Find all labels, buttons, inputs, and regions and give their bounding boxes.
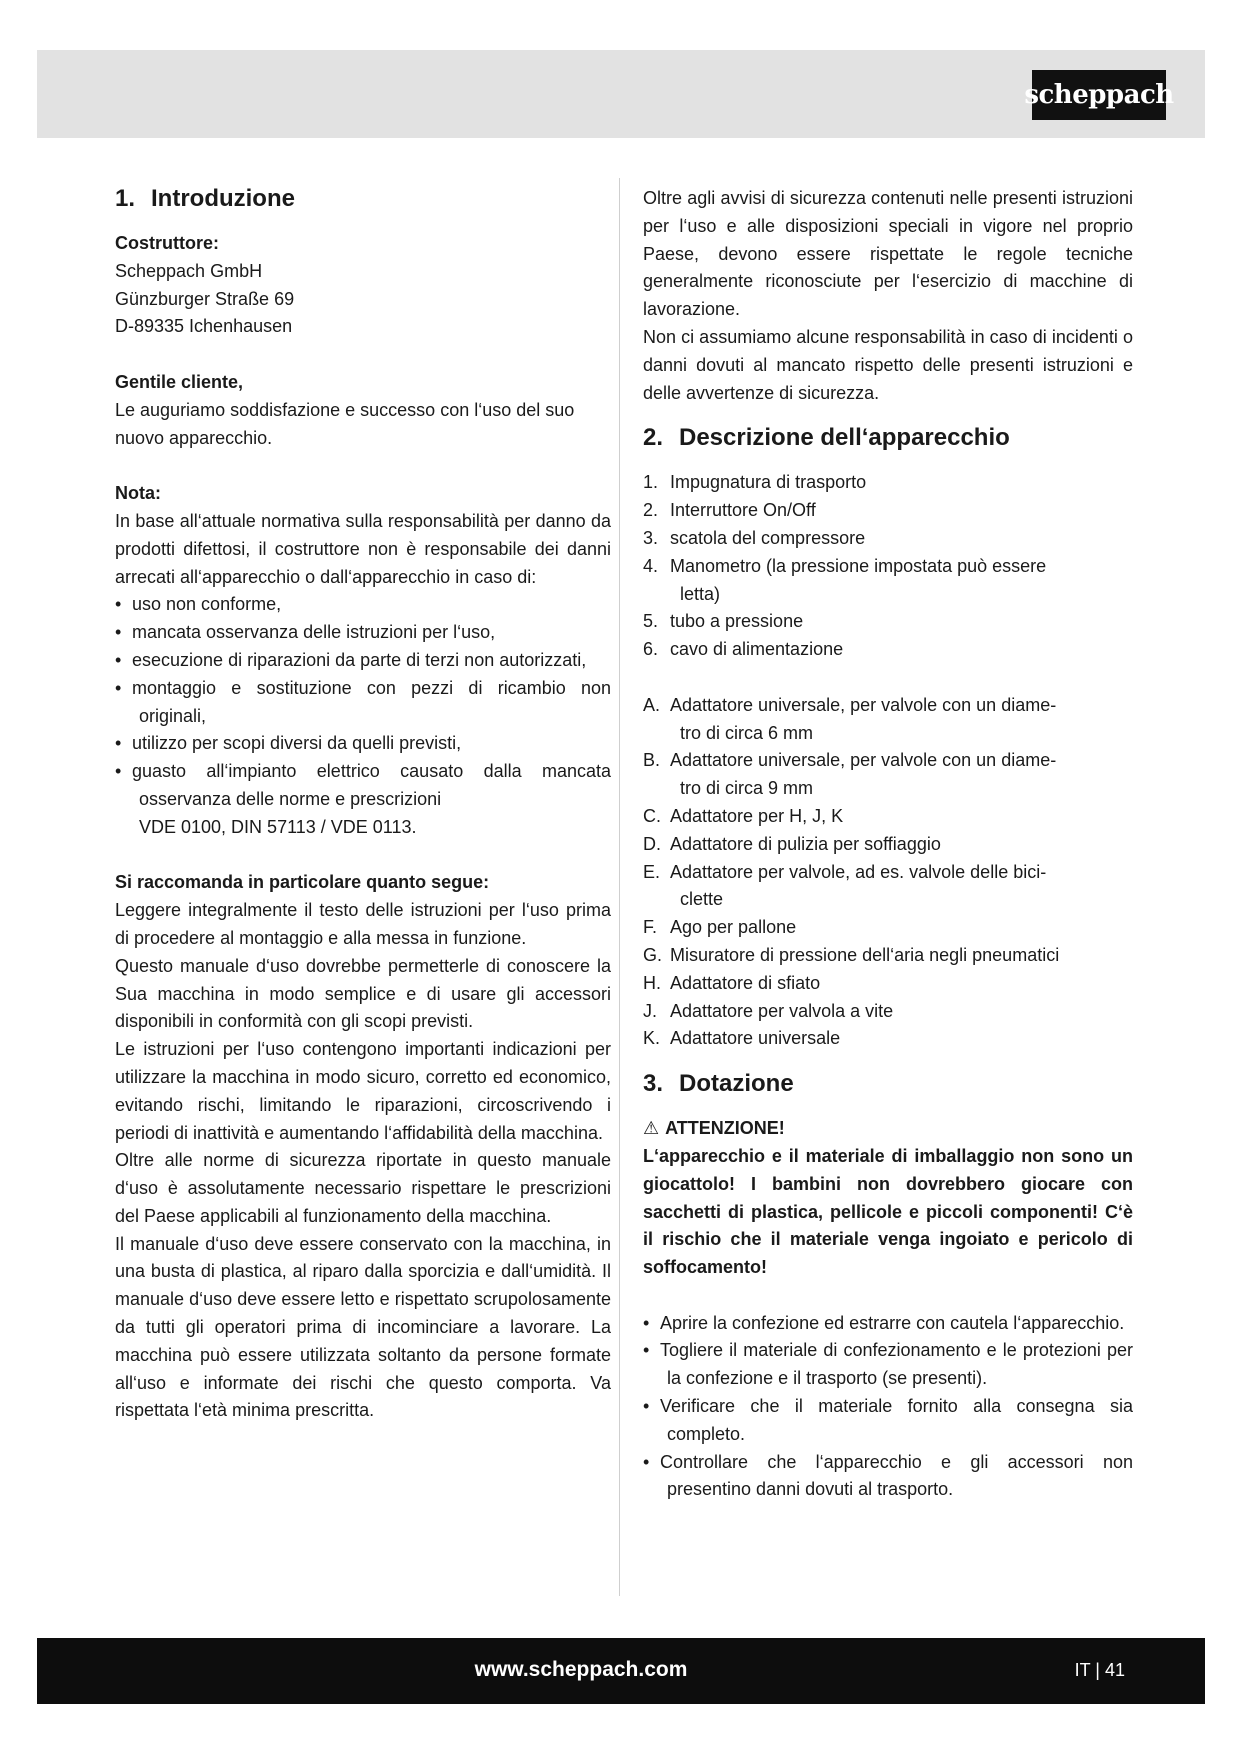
warning-heading (643, 1115, 1133, 1143)
item-text: Ago per pallone (670, 917, 797, 938)
section-3-number: 3. (643, 1070, 664, 1098)
item-text: Adattatore di sfiato (670, 972, 821, 993)
list-item: • montaggio e sostituzione con pezzi di ricambio non originali, (115, 675, 611, 731)
item-number: 2. (643, 500, 659, 521)
parts-list (643, 469, 1133, 664)
section-1-number: 1. (115, 185, 136, 212)
item-letter: H. (643, 972, 661, 993)
recommend-paragraph: Questo manuale d‘uso dovrebbe permetterle di conoscere la Sua macchina in modo semplice e di usare gli accessori disponibili in conformità con gli scopi previsti. (115, 955, 611, 1032)
accessories-list (643, 692, 1133, 1053)
item-letter: K. (643, 1028, 661, 1049)
note-label: Nota: (115, 483, 161, 504)
item-text: scatola del compressore (670, 527, 866, 548)
item-text: Misuratore di pressione dell‘aria negli pneumatici (670, 944, 1060, 965)
item-number: 6. (643, 639, 659, 660)
list-item (643, 636, 1133, 664)
list-item (643, 608, 1133, 636)
item-text: Adattatore per valvola a vite (670, 1000, 894, 1021)
left-column (115, 182, 611, 1425)
item-text: Adattatore universale, per valvole con un diame- (670, 694, 1057, 715)
footer-band (37, 1638, 1205, 1704)
item-letter: B. (643, 750, 661, 771)
item-continuation: tro di circa 6 mm (680, 722, 814, 743)
item-letter: F. (643, 917, 658, 938)
item-letter: E. (643, 861, 661, 882)
list-item: • utilizzo per scopi diversi da quelli previsti, (115, 730, 611, 758)
item-text: Impugnatura di trasporto (670, 472, 867, 493)
item-letter: J. (643, 1000, 658, 1021)
note-bullet-list (115, 591, 611, 813)
list-item (643, 1025, 1133, 1053)
section-2-title: Descrizione dell‘apparecchio (679, 424, 1010, 452)
list-item: • uso non conforme, (115, 591, 611, 619)
item-text: Adattatore di pulizia per soffiaggio (670, 833, 941, 854)
item-number: 3. (643, 527, 659, 548)
manufacturer-line: Scheppach GmbH (115, 260, 263, 281)
item-letter: A. (643, 694, 661, 715)
list-item (643, 803, 1133, 831)
section-1-title: Introduzione (151, 185, 295, 212)
warning-text: L‘apparecchio e il materiale di imballaggio non sono un giocattolo! I bambini non dovrebbero giocare con sacchetti di plastica, pellicole e piccoli componenti! C‘è il rischio che il materiale venga ingoiato e pericolo di soffocamento! (643, 1145, 1133, 1278)
section-2-number: 2. (643, 424, 664, 452)
note-text: In base all‘attuale normativa sulla responsabilità per danno da prodotti difettosi, il costruttore non è responsabile dei danni arrecati all‘apparecchio o dall‘apparecchio in caso di: (115, 510, 611, 587)
item-text: Interruttore On/Off (670, 500, 816, 521)
list-item (643, 747, 1133, 803)
list-item (643, 914, 1133, 942)
recommend-paragraph: Il manuale d‘uso deve essere conservato con la macchina, in una busta di plastica, al riparo dalla sporcizia e dall‘umidità. Il manuale d‘uso deve essere letto e rispettato scrupolosamente da tutti gli operatori prima di incominciare a lavorare. La macchina può essere utilizzata soltanto da persone formate all‘uso e informate dei rischi che questo comporta. Va rispettata l‘età minima prescritta. (115, 1233, 611, 1421)
dear-customer-label: Gentile cliente, (115, 371, 244, 392)
manufacturer-line: D-89335 Ichenhausen (115, 316, 293, 337)
list-item (643, 692, 1133, 748)
item-text: Manometro (la pressione impostata può essere (670, 555, 1047, 576)
warning-triangle-icon: ⚠ (643, 1118, 660, 1139)
manufacturer-label: Costruttore: (115, 233, 219, 253)
norms-line: VDE 0100, DIN 57113 / VDE 0113. (139, 816, 417, 837)
scheppach-logo: scheppach (1032, 70, 1166, 120)
list-item: • Togliere il materiale di confezionamento e le protezioni per la confezione e il trasporto (se presenti). (643, 1337, 1133, 1393)
list-item (643, 970, 1133, 998)
item-number: 5. (643, 611, 659, 632)
item-continuation: tro di circa 9 mm (680, 778, 814, 799)
list-item: • Aprire la confezione ed estrarre con cautela l‘apparecchio. (643, 1310, 1133, 1338)
section-3-heading (643, 1067, 1133, 1101)
list-item (643, 831, 1133, 859)
list-item (643, 525, 1133, 553)
item-text: cavo di alimentazione (670, 639, 844, 660)
supply-bullet-list (643, 1310, 1133, 1505)
recommend-paragraph: Leggere integralmente il testo delle istruzioni per l‘uso prima di procedere al montaggio e alla messa in funzione. (115, 900, 611, 948)
intro-paragraph: Oltre agli avvisi di sicurezza contenuti nelle presenti istruzioni per l‘uso e alle disposizioni speciali in vigore nel proprio Paese, devono essere rispettate le regole tecniche generalmente riconosciute per l‘esercizio di macchine di lavorazione. (643, 188, 1133, 320)
list-item (643, 553, 1133, 609)
dear-customer-text: Le auguriamo soddisfazione e successo con l‘uso del suo nuovo apparecchio. (115, 399, 575, 448)
item-text: Adattatore universale (670, 1028, 841, 1049)
item-text: tubo a pressione (670, 611, 804, 632)
footer-website: www.scheppach.com (474, 1658, 688, 1681)
section-3-title: Dotazione (679, 1070, 794, 1098)
section-2-heading (643, 421, 1133, 455)
item-continuation: clette (680, 889, 724, 910)
item-text: Adattatore per valvole, ad es. valvole delle bici- (670, 861, 1047, 882)
warning-label: ATTENZIONE! (665, 1118, 785, 1139)
item-number: 4. (643, 555, 659, 576)
intro-paragraph: Non ci assumiamo alcune responsabilità in caso di incidenti o danni dovuti al mancato rispetto delle presenti istruzioni e delle avvertenze di sicurezza. (643, 326, 1133, 403)
list-item: • mancata osservanza delle istruzioni per l‘uso, (115, 619, 611, 647)
recommend-paragraph: Le istruzioni per l‘uso contengono importanti indicazioni per utilizzare la macchina in modo sicuro, corretto ed economico, evitando rischi, limitando le riparazioni, circoscrivendo i periodi di inattività e aumentando l‘affidabilità della macchina. (115, 1039, 611, 1143)
item-letter: C. (643, 805, 661, 826)
item-letter: G. (643, 944, 663, 965)
list-item: • guasto all‘impianto elettrico causato dalla mancata osservanza delle norme e prescrizioni (115, 758, 611, 814)
recommend-paragraph: Oltre alle norme di sicurezza riportate in questo manuale d‘uso è assolutamente necessario rispettare le prescrizioni del Paese applicabili al funzionamento della macchina. (115, 1150, 611, 1226)
list-item (643, 469, 1133, 497)
item-letter: D. (643, 833, 661, 854)
list-item: • Controllare che l‘apparecchio e gli accessori non presentino danni dovuti al trasporto. (643, 1449, 1133, 1505)
page-number: IT | 41 (1074, 1660, 1125, 1680)
item-text: Adattatore per H, J, K (670, 805, 844, 826)
column-divider (619, 178, 620, 1596)
item-text: Adattatore universale, per valvole con un diame- (670, 750, 1057, 771)
list-item (643, 942, 1133, 970)
section-1-heading (115, 182, 611, 216)
list-item: • esecuzione di riparazioni da parte di terzi non autorizzati, (115, 647, 611, 675)
list-item: • Verificare che il materiale fornito alla consegna sia completo. (643, 1393, 1133, 1449)
manufacturer-line: Günzburger Straße 69 (115, 288, 295, 309)
item-number: 1. (643, 472, 659, 493)
recommend-label: Si raccomanda in particolare quanto segue: (115, 872, 490, 893)
list-item (643, 497, 1133, 525)
list-item (643, 859, 1133, 915)
list-item (643, 998, 1133, 1026)
right-column (643, 185, 1133, 1504)
item-continuation: letta) (680, 583, 721, 604)
